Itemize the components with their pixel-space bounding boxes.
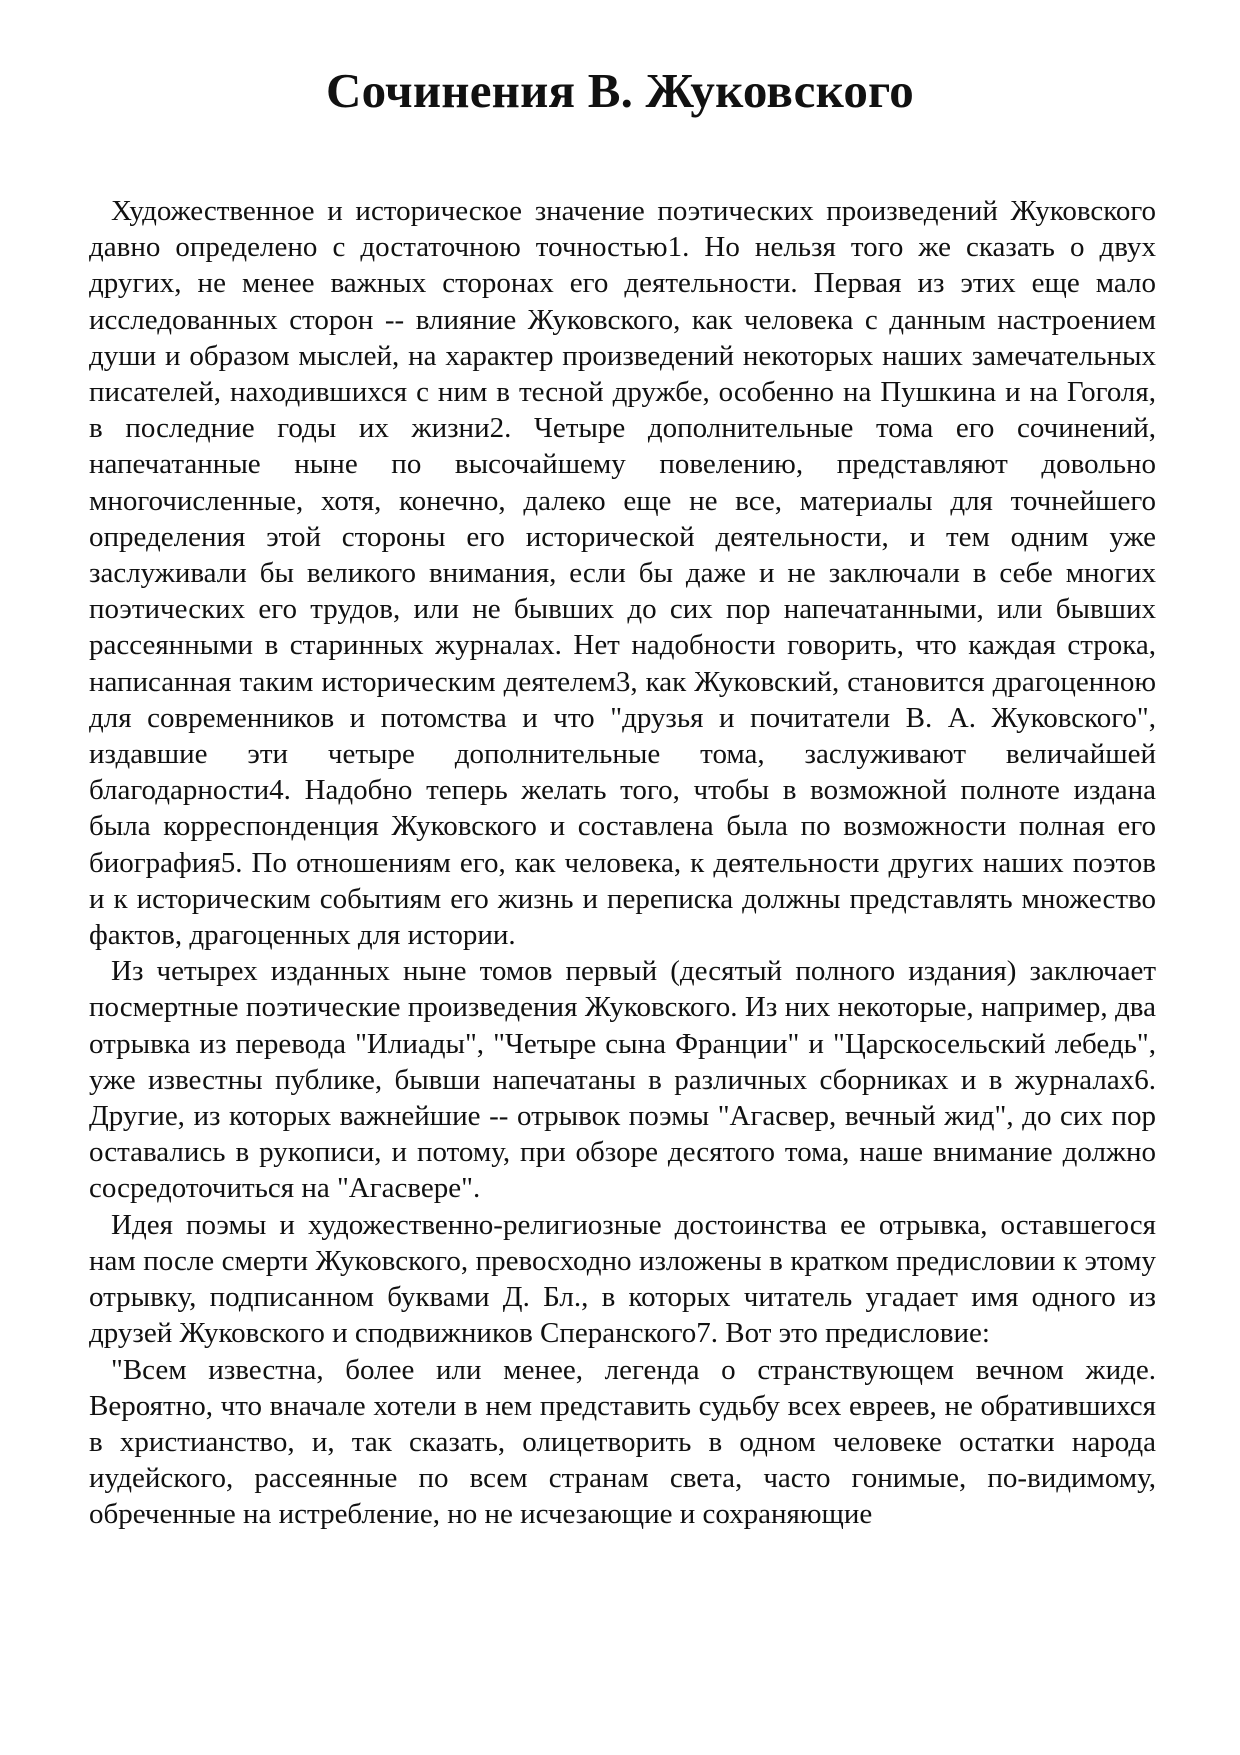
paragraph-2: Из четырех изданных ныне томов первый (десятый полного издания) заключает посмертные поэтические произведения Жуковского. Из них некоторые, например, два отрывка из перевода "Илиады", "Четыре сына Франции" и "Царскосельский лебедь", уже известны публике, бывши напечатаны в различных сборниках и в журналах6. Другие, из которых важнейшие -- отрывок поэмы "Агасвер, вечный жид", до сих пор оставались в рукописи, и потому, при обзоре десятого тома, наше внимание должно сосредоточиться на "Агасвере".	[89, 955, 1156, 1205]
paragraph-1: Художественное и историческое значение поэтических произведений Жуковского давно определено с достаточною точностью1. Но нельзя того же сказать о двух других, не менее важных сторонах его деятельности. Первая из этих еще мало исследованных сторон -- влияние Жуковского, как человека с данным настроением души и образом мыслей, на характер произведений некоторых наших замечательных писателей, находившихся с ним в тесной дружбе, особенно на Пушкина и на Гоголя, в последние годы их жизни2. Четыре дополнительные тома его сочинений, напечатанные ныне по высочайшему повелению, представляют довольно многочисленные, хотя, конечно, далеко еще не все, материалы для точнейшего определения этой стороны его исторической деятельности, и тем одним уже заслуживали бы великого внимания, если бы даже и не заключали в себе многих поэтических его трудов, или не бывших до сих пор напечатанными, или бывших рассеянными в старинных журналах. Нет надобности говорить, что каждая строка, написанная таким историческим деятелем3, как Жуковский, становится драгоценною для современников и потомства и что "друзья и почитатели В. А. Жуковского", издавшие эти четыре дополнительные тома, заслуживают величайшей благодарности4. Надобно теперь желать того, чтобы в возможной полноте издана была корреспонденция Жуковского и составлена была по возможности полная его биография5. По отношениям его, как человека, к деятельности других наших поэтов и к историческим событиям его жизнь и переписка должны представлять множество фактов, драгоценных для истории.	[89, 195, 1156, 952]
page-title: Сочинения В. Жуковского	[326, 63, 914, 118]
paragraph-4: "Всем известна, более или менее, легенда о странствующем вечном жиде. Вероятно, что вначале хотели в нем представить судьбу всех евреев, не обратившихся в христианство, и, так сказать, олицетворить в одном человеке остатки народа иудейского, рассеянные по всем странам света, часто гонимые, по-видимому, обреченные на истребление, но не исчезающие и сохраняющие	[89, 1353, 1156, 1531]
paragraph-3: Идея поэмы и художественно-религиозные достоинства ее отрывка, оставшегося нам после смерти Жуковского, превосходно изложены в кратком предисловии к этому отрывку, подписанном буквами Д. Бл., в которых читатель угадает имя одного из друзей Жуковского и сподвижников Сперанского7. Вот это предисловие:	[89, 1208, 1156, 1350]
article-body	[89, 193, 1156, 1533]
